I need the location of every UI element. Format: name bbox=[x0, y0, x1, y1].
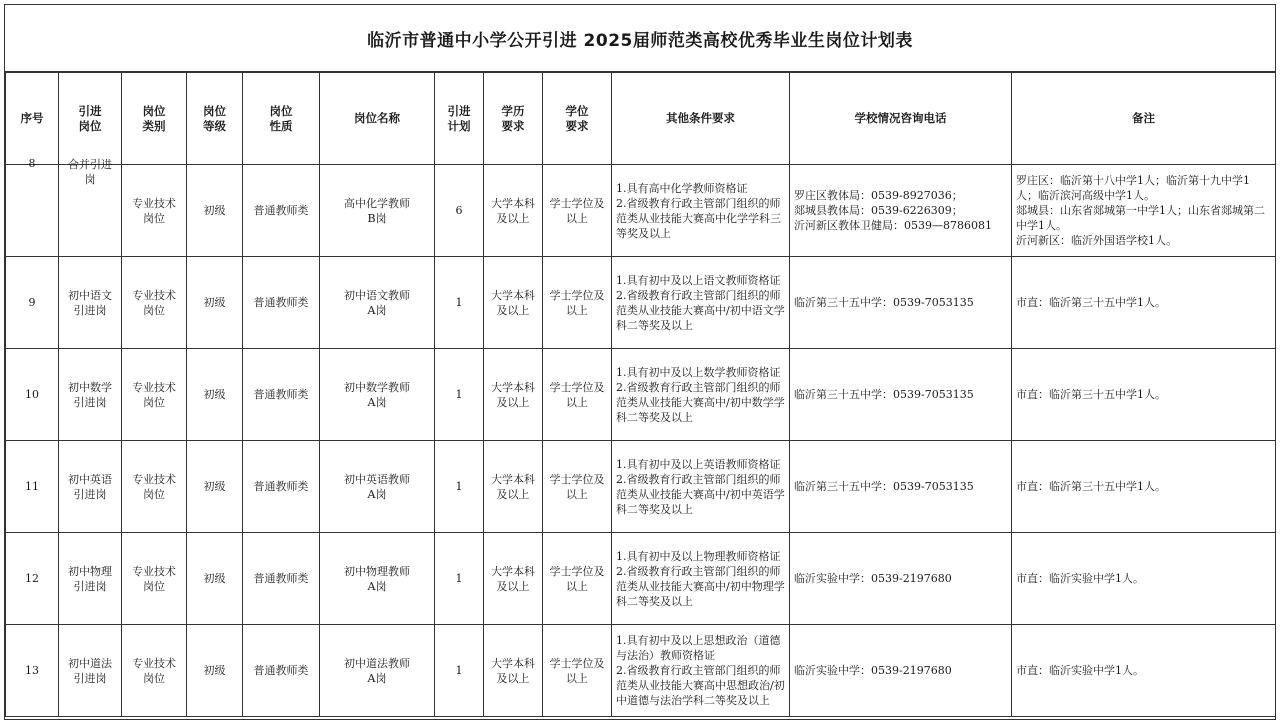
header-education: 学历 要求 bbox=[484, 73, 543, 165]
table-row bbox=[6, 257, 1276, 349]
cell-text-education: 大学本科 及以上 bbox=[491, 472, 535, 501]
cell-post bbox=[59, 349, 122, 441]
cell-text-nature: 普通教师类 bbox=[253, 572, 309, 585]
cell-text-education: 大学本科 及以上 bbox=[491, 656, 535, 685]
cell-name bbox=[320, 533, 435, 625]
cell-text-category: 专业技术 岗位 bbox=[132, 380, 176, 409]
cell-degree bbox=[543, 533, 612, 625]
cell-text-seq: 11 bbox=[25, 480, 39, 493]
cell-text-remarks: 市直：临沂实验中学1人。 bbox=[1016, 572, 1144, 585]
cell-degree bbox=[543, 441, 612, 533]
cell-text-seq: 9 bbox=[28, 296, 36, 309]
cell-text-degree: 学士学位及 以上 bbox=[549, 380, 605, 409]
cell-plan bbox=[435, 533, 484, 625]
cell-seq bbox=[6, 257, 59, 349]
header-remarks: 备注 bbox=[1012, 73, 1276, 165]
cell-contact bbox=[790, 165, 1012, 257]
cell-remarks bbox=[1012, 533, 1276, 625]
cell-text-remarks: 市直：临沂第三十五中学1人。 bbox=[1016, 296, 1166, 309]
cell-text-degree: 学士学位及 以上 bbox=[549, 564, 605, 593]
cell-name bbox=[320, 441, 435, 533]
cell-text-category: 专业技术 岗位 bbox=[132, 472, 176, 501]
cell-text-seq: 12 bbox=[25, 572, 39, 585]
cell-text-nature: 普通教师类 bbox=[253, 296, 309, 309]
cell-name bbox=[320, 349, 435, 441]
cell-level bbox=[187, 349, 243, 441]
cell-seq bbox=[6, 349, 59, 441]
cell-name bbox=[320, 257, 435, 349]
cell-remarks bbox=[1012, 257, 1276, 349]
cell-text-remarks: 市直：临沂第三十五中学1人。 bbox=[1016, 480, 1166, 493]
cell-text-plan: 1 bbox=[455, 388, 463, 401]
cell-nature bbox=[243, 165, 320, 257]
header-seq: 序号 bbox=[6, 73, 59, 165]
cell-level bbox=[187, 625, 243, 717]
cell-text-nature: 普通教师类 bbox=[253, 664, 309, 677]
cell-text-contact: 临沂实验中学：0539-2197680 bbox=[794, 572, 952, 585]
cell-text-contact: 临沂第三十五中学：0539-7053135 bbox=[794, 480, 974, 493]
cell-text-post: 初中语文 引进岗 bbox=[68, 288, 112, 317]
cell-text-nature: 普通教师类 bbox=[253, 204, 309, 217]
cell-text-contact: 临沂实验中学：0539-2197680 bbox=[794, 664, 952, 677]
table-row bbox=[6, 625, 1276, 717]
cell-text-contact: 罗庄区教体局：0539-8927036； 郯城县教体局：0539-6226309； 沂河新区教体卫健局：0539—8786081 bbox=[794, 189, 992, 232]
cell-degree bbox=[543, 257, 612, 349]
cell-text-education: 大学本科 及以上 bbox=[491, 196, 535, 225]
cell-degree bbox=[543, 165, 612, 257]
cell-text-post: 初中英语 引进岗 bbox=[68, 472, 112, 501]
cell-degree bbox=[543, 349, 612, 441]
cell-text-level: 初级 bbox=[203, 388, 226, 401]
cell-text-conditions: 1.具有初中及以上英语教师资格证 2.省级教育行政主管部门组织的师范类从业技能大赛高中/初中英语学科二等奖及以上 bbox=[616, 457, 785, 516]
header-level: 岗位 等级 bbox=[187, 73, 243, 165]
cell-text-education: 大学本科 及以上 bbox=[491, 564, 535, 593]
cell-text-education: 大学本科 及以上 bbox=[491, 380, 535, 409]
cell-conditions bbox=[612, 165, 790, 257]
cell-text-plan: 1 bbox=[455, 480, 463, 493]
cell-level bbox=[187, 441, 243, 533]
document-title: 临沂市普通中小学公开引进 2025届师范类高校优秀毕业生岗位计划表 bbox=[5, 5, 1275, 72]
cell-plan bbox=[435, 257, 484, 349]
cell-post bbox=[59, 158, 122, 257]
cell-text-post: 初中道法 引进岗 bbox=[68, 656, 112, 685]
cell-text-conditions: 1.具有初中及以上物理教师资格证 2.省级教育行政主管部门组织的师范类从业技能大赛高中/初中物理学科二等奖及以上 bbox=[616, 549, 785, 608]
cell-contact bbox=[790, 349, 1012, 441]
cell-contact bbox=[790, 257, 1012, 349]
cell-seq bbox=[6, 441, 59, 533]
table-row bbox=[6, 533, 1276, 625]
cell-category bbox=[122, 533, 187, 625]
cell-text-level: 初级 bbox=[203, 664, 226, 677]
cell-education bbox=[484, 441, 543, 533]
recruitment-plan-sheet bbox=[4, 4, 1276, 720]
table-row bbox=[6, 165, 1276, 257]
cell-name bbox=[320, 625, 435, 717]
cell-nature bbox=[243, 257, 320, 349]
cell-text-nature: 普通教师类 bbox=[253, 388, 309, 401]
cell-text-category: 专业技术 岗位 bbox=[132, 196, 176, 225]
cell-post bbox=[59, 441, 122, 533]
cell-text-conditions: 1.具有高中化学教师资格证 2.省级教育行政主管部门组织的师范类从业技能大赛高中化学学科三等奖及以上 bbox=[616, 181, 781, 240]
header-contact: 学校情况咨询电话 bbox=[790, 73, 1012, 165]
cell-text-name: 初中道法教师 A岗 bbox=[344, 656, 410, 685]
position-plan-table bbox=[5, 72, 1276, 717]
cell-post bbox=[59, 533, 122, 625]
cell-contact bbox=[790, 533, 1012, 625]
cell-text-name: 初中英语教师 A岗 bbox=[344, 472, 410, 501]
cell-level bbox=[187, 165, 243, 257]
cell-contact bbox=[790, 441, 1012, 533]
cell-level bbox=[187, 533, 243, 625]
cell-text-post: 初中物理 引进岗 bbox=[68, 564, 112, 593]
cell-text-plan: 1 bbox=[455, 572, 463, 585]
cell-category bbox=[122, 441, 187, 533]
cell-name bbox=[320, 165, 435, 257]
cell-plan bbox=[435, 625, 484, 717]
cell-text-name: 初中数学教师 A岗 bbox=[344, 380, 410, 409]
cell-degree bbox=[543, 625, 612, 717]
header-plan: 引进 计划 bbox=[435, 73, 484, 165]
cell-nature bbox=[243, 533, 320, 625]
cell-text-category: 专业技术 岗位 bbox=[132, 656, 176, 685]
cell-text-conditions: 1.具有初中及以上语文教师资格证 2.省级教育行政主管部门组织的师范类从业技能大赛高中/初中语文学科二等奖及以上 bbox=[616, 273, 785, 332]
table-header-row bbox=[6, 73, 1276, 165]
cell-text-plan: 1 bbox=[455, 664, 463, 677]
cell-remarks bbox=[1012, 441, 1276, 533]
cell-nature bbox=[243, 441, 320, 533]
cell-category bbox=[122, 257, 187, 349]
cell-text-degree: 学士学位及 以上 bbox=[549, 656, 605, 685]
cell-text-remarks: 罗庄区：临沂第十八中学1人；临沂第十九中学1人；临沂滨河高级中学1人。 郯城县：山东省郯城第一中学1人；山东省郯城第二中学1人。 沂河新区：临沂外国语学校1人。 bbox=[1016, 174, 1265, 247]
cell-text-contact: 临沂第三十五中学：0539-7053135 bbox=[794, 296, 974, 309]
cell-text-category: 专业技术 岗位 bbox=[132, 288, 176, 317]
clipped-cell-wrap bbox=[59, 158, 121, 256]
header-degree: 学位 要求 bbox=[543, 73, 612, 165]
cell-text-remarks: 市直：临沂第三十五中学1人。 bbox=[1016, 388, 1166, 401]
cell-conditions bbox=[612, 625, 790, 717]
cell-education bbox=[484, 349, 543, 441]
cell-category bbox=[122, 165, 187, 257]
cell-category bbox=[122, 625, 187, 717]
cell-text-level: 初级 bbox=[203, 572, 226, 585]
cell-text-seq: 10 bbox=[25, 388, 39, 401]
cell-text-plan: 1 bbox=[455, 296, 463, 309]
cell-text-education: 大学本科 及以上 bbox=[491, 288, 535, 317]
cell-text-remarks: 市直：临沂实验中学1人。 bbox=[1016, 664, 1144, 677]
cell-plan bbox=[435, 165, 484, 257]
table-row bbox=[6, 441, 1276, 533]
cell-text-level: 初级 bbox=[203, 296, 226, 309]
cell-education bbox=[484, 533, 543, 625]
header-post: 引进 岗位 bbox=[59, 73, 122, 165]
cell-remarks bbox=[1012, 349, 1276, 441]
table-row bbox=[6, 349, 1276, 441]
cell-plan bbox=[435, 349, 484, 441]
cell-education bbox=[484, 165, 543, 257]
cell-remarks bbox=[1012, 165, 1276, 257]
header-category: 岗位 类别 bbox=[122, 73, 187, 165]
header-nature: 岗位 性质 bbox=[243, 73, 320, 165]
cell-text-name: 初中物理教师 A岗 bbox=[344, 564, 410, 593]
cell-text-degree: 学士学位及 以上 bbox=[549, 288, 605, 317]
cell-remarks bbox=[1012, 625, 1276, 717]
cell-text-conditions: 1.具有初中及以上数学教师资格证 2.省级教育行政主管部门组织的师范类从业技能大赛高中/初中数学学科二等奖及以上 bbox=[616, 365, 785, 424]
cell-text-category: 专业技术 岗位 bbox=[132, 564, 176, 593]
cell-text-contact: 临沂第三十五中学：0539-7053135 bbox=[794, 388, 974, 401]
cell-text-level: 初级 bbox=[203, 480, 226, 493]
cell-nature bbox=[243, 349, 320, 441]
cell-education bbox=[484, 257, 543, 349]
cell-text-post: 初中数学 引进岗 bbox=[68, 380, 112, 409]
cell-nature bbox=[243, 625, 320, 717]
cell-text-seq: 13 bbox=[25, 664, 39, 677]
cell-text-degree: 学士学位及 以上 bbox=[549, 196, 605, 225]
cell-text-conditions: 1.具有初中及以上思想政治（道德与法治）教师资格证 2.省级教育行政主管部门组织的师范类从业技能大赛高中思想政治/初中道德与法治学科二等奖及以上 bbox=[616, 634, 785, 707]
cell-text-seq: 8 bbox=[28, 157, 36, 170]
cell-seq bbox=[6, 533, 59, 625]
cell-text-degree: 学士学位及 以上 bbox=[549, 472, 605, 501]
cell-seq bbox=[6, 625, 59, 717]
header-name: 岗位名称 bbox=[320, 73, 435, 165]
cell-post bbox=[59, 625, 122, 717]
cell-conditions bbox=[612, 441, 790, 533]
cell-level bbox=[187, 257, 243, 349]
cell-conditions bbox=[612, 533, 790, 625]
cell-contact bbox=[790, 625, 1012, 717]
cell-category bbox=[122, 349, 187, 441]
cell-conditions bbox=[612, 257, 790, 349]
cell-education bbox=[484, 625, 543, 717]
cell-conditions bbox=[612, 349, 790, 441]
cell-text-name: 高中化学教师 B岗 bbox=[344, 196, 410, 225]
header-conditions: 其他条件要求 bbox=[612, 73, 790, 165]
cell-post bbox=[59, 257, 122, 349]
cell-text-name: 初中语文教师 A岗 bbox=[344, 288, 410, 317]
cell-text-level: 初级 bbox=[203, 204, 226, 217]
cell-plan bbox=[435, 441, 484, 533]
cell-seq bbox=[6, 157, 59, 257]
cell-text-post: 合并引进 岗 bbox=[68, 158, 112, 186]
clipped-cell-wrap bbox=[6, 157, 58, 256]
cell-text-nature: 普通教师类 bbox=[253, 480, 309, 493]
cell-text-plan: 6 bbox=[455, 204, 463, 217]
